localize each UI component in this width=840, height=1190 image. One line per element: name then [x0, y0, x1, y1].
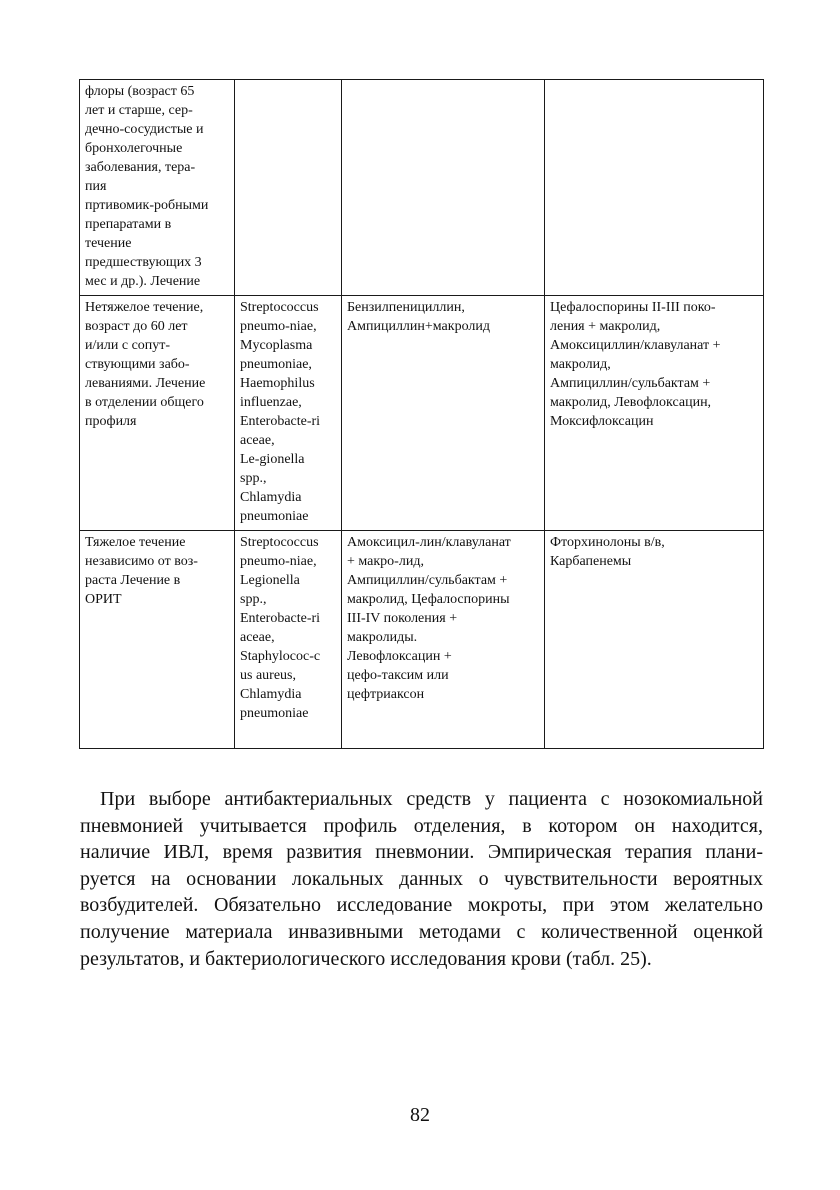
cell-line: Enterobacte-ri [240, 414, 321, 429]
cell-alternative-therapy [545, 80, 764, 296]
cell-alternative-therapy [545, 296, 764, 531]
cell-line: + макро-лид, [347, 554, 424, 569]
table-row [80, 531, 764, 749]
cell-line: Бензилпенициллин, [347, 300, 465, 315]
cell-pathogens [235, 296, 342, 531]
cell-line: aceae, [240, 630, 275, 645]
cell-line: независимо от воз- [85, 554, 198, 569]
cell-line: III-IV поколения + [347, 611, 458, 626]
cell-line: us aureus, [240, 668, 296, 683]
cell-line: макролид, Левофлоксацин, [550, 395, 712, 410]
cell-line: Моксифлоксацин [550, 414, 654, 429]
paragraph-line: получение материала инвазивными методами с количественной оценкой [80, 920, 763, 943]
cell-line: цефо-таксим или [347, 668, 449, 683]
cell-line: макролид, Цефалоспорины [347, 592, 510, 607]
cell-line: pneumo-niae, [240, 319, 317, 334]
cell-first-line-therapy [342, 296, 545, 531]
cell-patient-group [80, 531, 235, 749]
cell-line: в отделении общего [85, 395, 204, 410]
cell-line: Chlamydia [240, 490, 302, 505]
cell-line: профиля [85, 414, 137, 429]
cell-line: возраст до 60 лет [85, 319, 188, 334]
paragraph-line: возбудителей. Обязательно исследование мокроты, при этом желательно [80, 894, 763, 917]
cell-line: Левофлоксацин + [347, 649, 452, 664]
paragraph-line: наличие ИВЛ, время развития пневмонии. Эмпирическая терапия плани- [80, 841, 763, 864]
page-number: 82 [410, 1104, 430, 1126]
cell-line: Ампициллин/сульбактам + [347, 573, 508, 588]
table-row [80, 80, 764, 296]
cell-line: Фторхинолоны в/в, [550, 535, 665, 550]
paragraph-line: руется на основании локальных данных о чувствительности вероятных [80, 867, 763, 890]
cell-line: Амоксициллин/клавуланат + [550, 338, 721, 353]
cell-line: дечно-сосудистые и [85, 122, 204, 137]
cell-line: предшествующих 3 [85, 255, 202, 270]
cell-line: pneumo-niae, [240, 554, 317, 569]
cell-line: заболевания, тера- [85, 160, 196, 175]
cell-line: пия [85, 179, 107, 194]
cell-line: пртивомик-робными [85, 198, 209, 213]
cell-line: influenzae, [240, 395, 302, 410]
cell-line: лет и старше, сер- [85, 103, 193, 118]
body-paragraph [80, 786, 763, 972]
cell-line: Цефалоспорины II-III поко- [550, 300, 716, 315]
cell-line: spp., [240, 592, 267, 607]
cell-line: течение [85, 236, 132, 251]
cell-line: Staphylococ-c [240, 649, 321, 664]
cell-alternative-therapy [545, 531, 764, 749]
cell-line: леваниями. Лечение [85, 376, 206, 391]
cell-line: мес и др.). Лечение [85, 274, 201, 289]
cell-patient-group [80, 296, 235, 531]
cell-pathogens [235, 80, 342, 296]
cell-line: Streptococcus [240, 300, 319, 315]
cell-patient-group [80, 80, 235, 296]
cell-line: бронхолегочные [85, 141, 183, 156]
paragraph-line: пневмонией учитывается профиль отделения, в котором он находится, [80, 814, 763, 837]
cell-first-line-therapy [342, 531, 545, 749]
cell-line: и/или с сопут- [85, 338, 171, 353]
cell-line: spp., [240, 471, 267, 486]
cell-line: Ампициллин+макролид [347, 319, 490, 334]
cell-line: Mycoplasma [240, 338, 313, 353]
cell-line: макролиды. [347, 630, 418, 645]
cell-line: Карбапенемы [550, 554, 632, 569]
cell-line: ствующими забо- [85, 357, 190, 372]
cell-line: pneumoniae [240, 509, 309, 524]
cell-line: Streptococcus [240, 535, 319, 550]
cell-line: pneumoniae [240, 706, 309, 721]
cell-line: pneumoniae, [240, 357, 312, 372]
cell-line: ления + макролид, [550, 319, 661, 334]
cell-line: Chlamydia [240, 687, 302, 702]
cell-line: флоры (возраст 65 [85, 84, 195, 99]
cell-line: Le-gionella [240, 452, 305, 467]
cell-line: макролид, [550, 357, 611, 372]
cell-first-line-therapy [342, 80, 545, 296]
cell-line: Haemophilus [240, 376, 315, 391]
cell-line: Амоксицил-лин/клавуланат [347, 535, 511, 550]
antibiotic-table [79, 79, 764, 749]
cell-pathogens [235, 531, 342, 749]
cell-line: Enterobacte-ri [240, 611, 321, 626]
cell-line: препаратами в [85, 217, 172, 232]
paragraph-line: При выборе антибактериальных средств у пациента с нозокомиальной [100, 788, 763, 810]
cell-line: раста Лечение в [85, 573, 181, 588]
cell-line: Legionella [240, 573, 300, 588]
cell-line: ОРИТ [85, 592, 122, 607]
paragraph-line: результатов, и бактериологического исследования крови (табл. 25). [80, 947, 652, 970]
cell-line: Тяжелое течение [85, 535, 186, 550]
cell-line: Ампициллин/сульбактам + [550, 376, 711, 391]
cell-line: цефтриаксон [347, 687, 425, 702]
table-row [80, 296, 764, 531]
cell-line: Нетяжелое течение, [85, 300, 204, 315]
cell-line: aceae, [240, 433, 275, 448]
